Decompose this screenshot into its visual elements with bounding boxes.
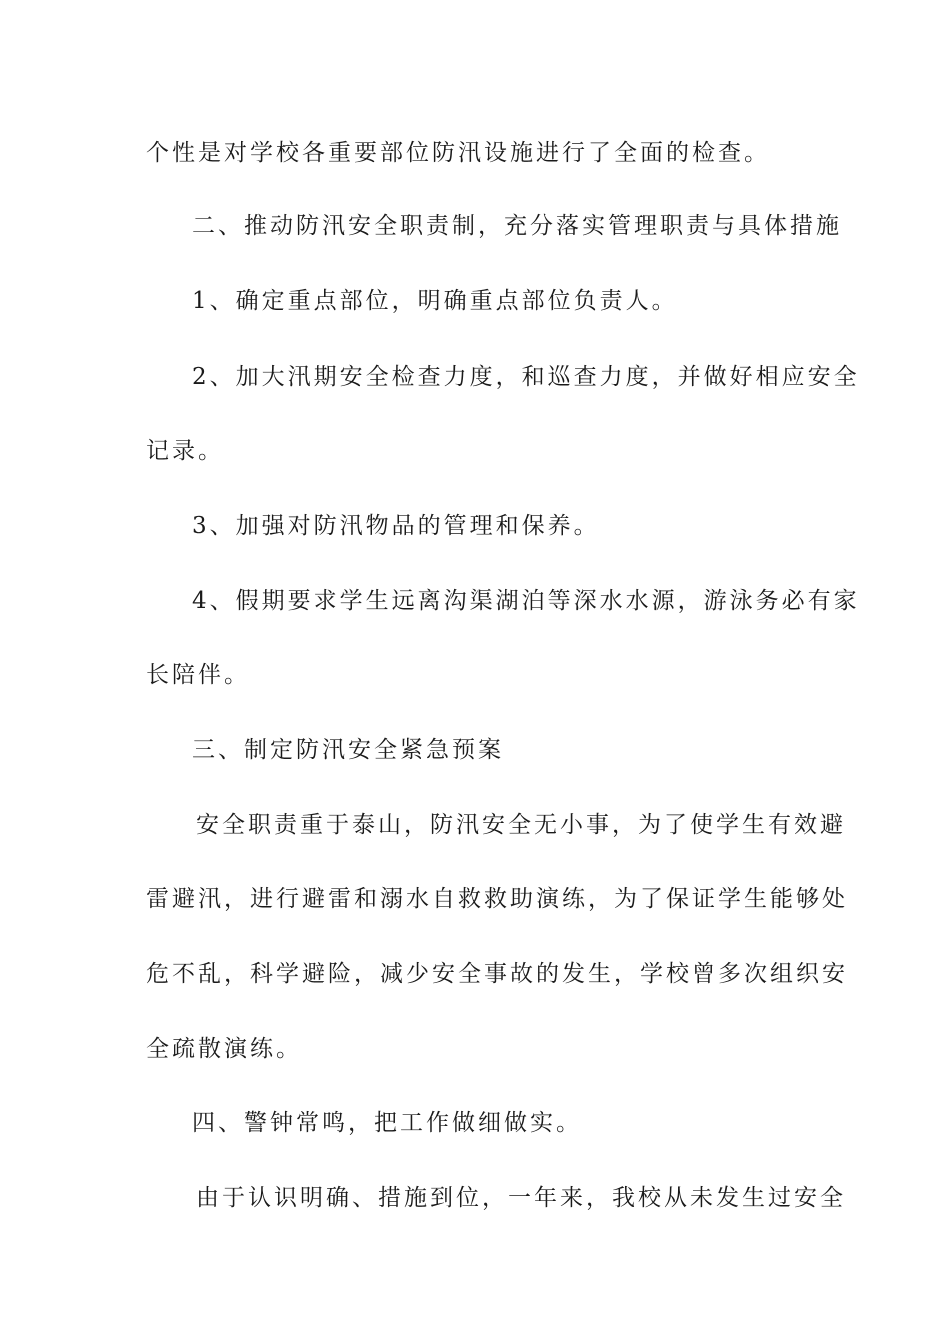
paragraph-line: 记录。 — [146, 438, 224, 464]
paragraph-line: 全疏散演练。 — [146, 1036, 302, 1062]
list-item: 1、确定重点部位，明确重点部位负责人。 — [192, 288, 678, 314]
paragraph-line: 危不乱，科学避险，减少安全事故的发生，学校曾多次组织安 — [146, 961, 848, 987]
section-heading: 四、警钟常鸣，把工作做细做实。 — [192, 1110, 582, 1136]
paragraph-line: 雷避汛，进行避雷和溺水自救救助演练，为了保证学生能够处 — [146, 886, 848, 912]
section-heading: 二、推动防汛安全职责制，充分落实管理职责与具体措施 — [192, 213, 842, 239]
list-item: 4、假期要求学生远离沟渠湖泊等深水水源，游泳务必有家 — [192, 588, 860, 614]
section-heading: 三、制定防汛安全紧急预案 — [192, 737, 504, 763]
list-item: 2、加大汛期安全检查力度，和巡查力度，并做好相应安全 — [192, 364, 860, 390]
paragraph-line: 个性是对学校各重要部位防汛设施进行了全面的检查。 — [146, 140, 770, 166]
paragraph-line: 由于认识明确、措施到位，一年来，我校从未发生过安全 — [196, 1185, 846, 1211]
paragraph-line: 长陪伴。 — [146, 662, 250, 688]
list-item: 3、加强对防汛物品的管理和保养。 — [192, 513, 600, 539]
paragraph-line: 安全职责重于泰山，防汛安全无小事，为了使学生有效避 — [196, 812, 846, 838]
